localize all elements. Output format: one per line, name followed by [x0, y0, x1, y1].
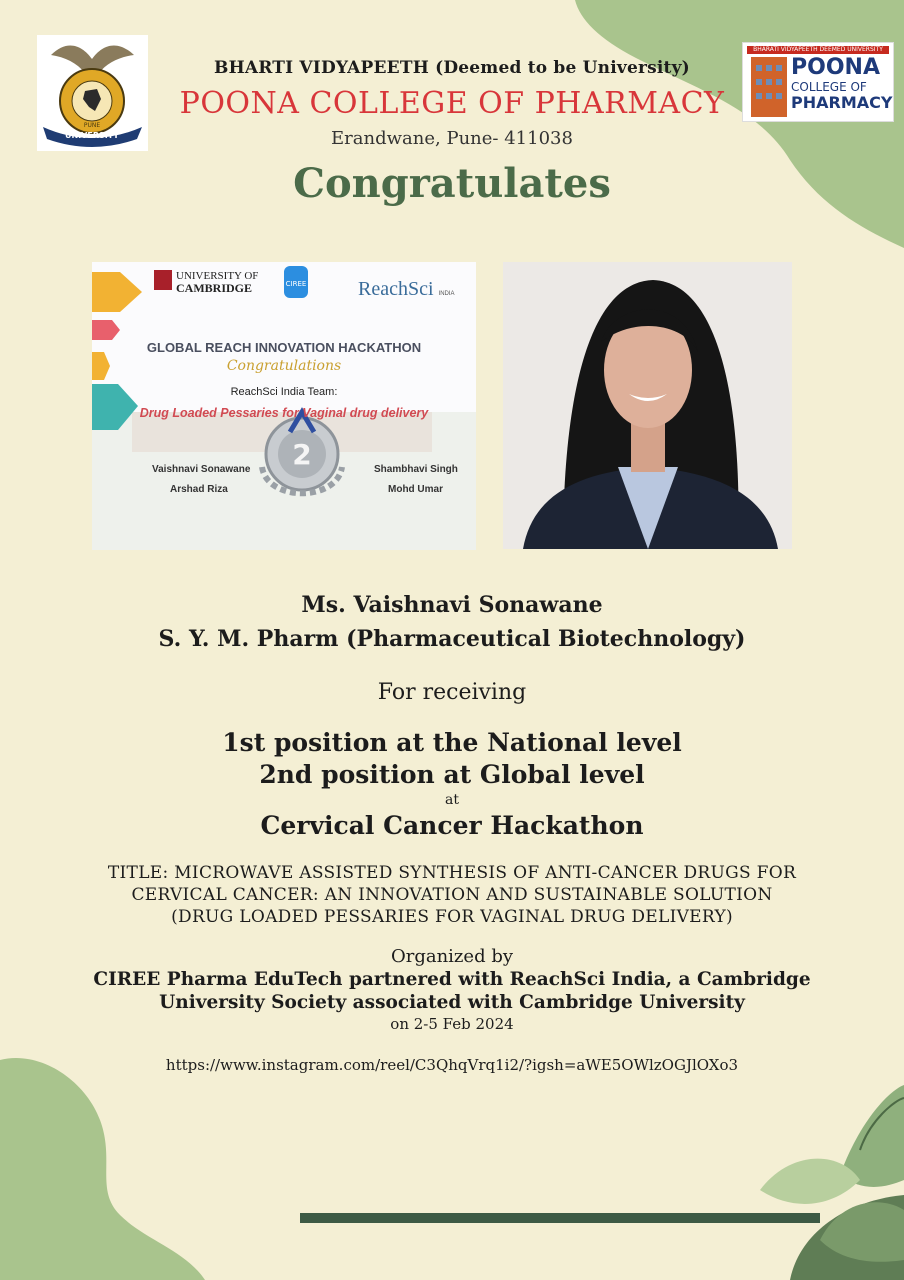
logo-line-2: COLLEGE OF — [791, 80, 867, 94]
logo-line-3: PHARMACY — [791, 93, 893, 112]
poster-members-right — [374, 460, 458, 500]
logo-line-1: POONA — [791, 55, 880, 80]
organized-label: Organized by — [390, 946, 514, 967]
logo-band: BHARATI VIDYAPEETH DEEMED UNIVERSITY — [747, 46, 889, 54]
organizer-line-2: University Society associated with Cambridge University — [159, 992, 745, 1013]
project-title — [0, 862, 904, 928]
poster-members-left — [152, 460, 250, 500]
medal-number: 2 — [292, 438, 312, 471]
student-portrait-photo — [503, 262, 792, 549]
at-text: at — [445, 792, 459, 808]
global-position: 2nd position at Global level — [259, 760, 645, 789]
organizer — [0, 968, 904, 1014]
member-3: Shambhavi Singh — [374, 464, 458, 475]
reachsci-name: ReachSci — [358, 278, 434, 300]
college-name: POONA COLLEGE OF PHARMACY — [179, 86, 725, 121]
student-name: Ms. Vaishnavi Sonawane — [301, 592, 603, 618]
for-receiving: For receiving — [377, 680, 527, 705]
footer-divider-bar — [300, 1213, 820, 1223]
logo-place-text: PUNE — [83, 122, 101, 129]
member-2: Arshad Riza — [170, 484, 228, 495]
bottom-left-blob — [0, 1058, 205, 1280]
top-right-blob — [575, 0, 904, 248]
reachsci-logo-text — [358, 278, 455, 301]
member-4: Mohd Umar — [388, 484, 443, 495]
cambridge-logo-text — [176, 270, 258, 294]
logo-banner-text: UNIVERSITY — [65, 131, 119, 140]
national-position: 1st position at the National level — [222, 728, 682, 757]
student-course: S. Y. M. Pharm (Pharmaceutical Biotechnology) — [158, 626, 746, 652]
poster-event-title: GLOBAL REACH INNOVATION HACKATHON — [146, 340, 422, 355]
hackathon-poster-image — [92, 262, 476, 550]
title-line-2: CERVICAL CANCER: AN INNOVATION AND SUSTAINABLE SOLUTION — [131, 885, 773, 905]
poster-team-label: ReachSci India Team: — [230, 386, 338, 398]
event-name: Cervical Cancer Hackathon — [260, 811, 644, 840]
college-address: Erandwane, Pune- 411038 — [331, 128, 573, 149]
organizer-line-1: CIREE Pharma EduTech partnered with ReachSci India, a Cambridge — [93, 969, 811, 990]
ciree-logo-text: CIREE — [285, 280, 307, 288]
title-line-3: (DRUG LOADED PESSARIES FOR VAGINAL DRUG DELIVERY) — [171, 907, 733, 927]
title-line-1: TITLE: MICROWAVE ASSISTED SYNTHESIS OF ANTI-CANCER DRUGS FOR — [107, 863, 797, 883]
university-name: BHARTI VIDYAPEETH (Deemed to be University) — [214, 58, 690, 78]
instagram-link[interactable]: https://www.instagram.com/reel/C3QhqVrq1i2/?igsh=aWE5OWlzOGJlOXo3 — [165, 1056, 739, 1074]
poster-congrats-script: Congratulations — [226, 358, 342, 374]
reachsci-sub: INDIA — [438, 291, 455, 297]
event-date: on 2-5 Feb 2024 — [390, 1015, 514, 1033]
member-1: Vaishnavi Sonawane — [152, 464, 251, 475]
congratulates-heading: Congratulates — [293, 160, 611, 207]
cambridge-line-2: CAMBRIDGE — [176, 281, 253, 295]
poster-project: Drug Loaded Pessaries for Vaginal drug delivery — [139, 406, 429, 420]
leaf-decoration — [760, 1085, 904, 1280]
cambridge-line-1: UNIVERSITY OF — [176, 270, 259, 282]
